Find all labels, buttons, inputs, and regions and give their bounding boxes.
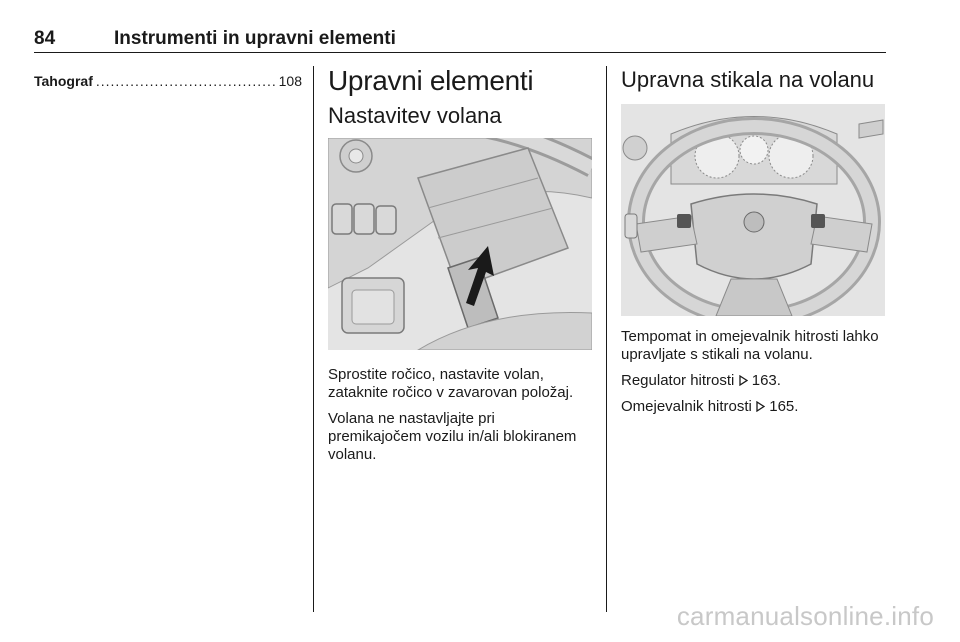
chapter-title: Instrumenti in upravni elementi	[114, 28, 396, 49]
controls-paragraph: Tempomat in omejevalnik hitrosti lahko upravljate s stikali na volanu.	[621, 328, 879, 363]
column-divider-right	[606, 66, 607, 612]
side-section	[621, 62, 887, 424]
steering-wheel-controls-illustration-icon	[621, 104, 885, 316]
page-header	[34, 28, 886, 53]
page-number: 84	[34, 28, 56, 49]
cross-reference-arrow-icon	[756, 401, 765, 412]
cross-reference-arrow-icon	[739, 375, 748, 386]
cross-reference-label: Regulator hitrosti	[621, 372, 735, 389]
steering-column-lever-illustration-icon	[328, 138, 592, 350]
cross-reference-limiter[interactable]	[621, 398, 887, 416]
warning-paragraph: Volana ne nastavljajte pri premikajočem vozilu in/ali blokiranem volanu.	[328, 410, 577, 463]
main-section	[328, 62, 592, 472]
cross-reference-cruise[interactable]	[621, 372, 887, 390]
section-subheading: Nastavitev volana	[328, 103, 502, 128]
cross-reference-page: 163.	[751, 372, 781, 389]
toc-entry-label: Tahograf	[34, 73, 93, 89]
instruction-paragraph: Sprostite ročico, nastavite volan, zataknite ročico v zavarovan položaj.	[328, 366, 574, 401]
cross-reference-page: 165.	[769, 398, 799, 415]
toc-entry[interactable]	[34, 72, 302, 90]
toc-leader-dots	[96, 72, 276, 90]
cross-reference-label: Omejevalnik hitrosti	[621, 398, 752, 415]
section-heading: Upravni elementi	[328, 65, 534, 96]
side-section-heading: Upravna stikala na volanu	[621, 67, 875, 92]
site-watermark: carmanualsonline.info	[676, 601, 934, 631]
column-divider-left	[313, 66, 314, 612]
toc-column	[34, 72, 302, 90]
toc-entry-page: 108	[278, 73, 302, 89]
